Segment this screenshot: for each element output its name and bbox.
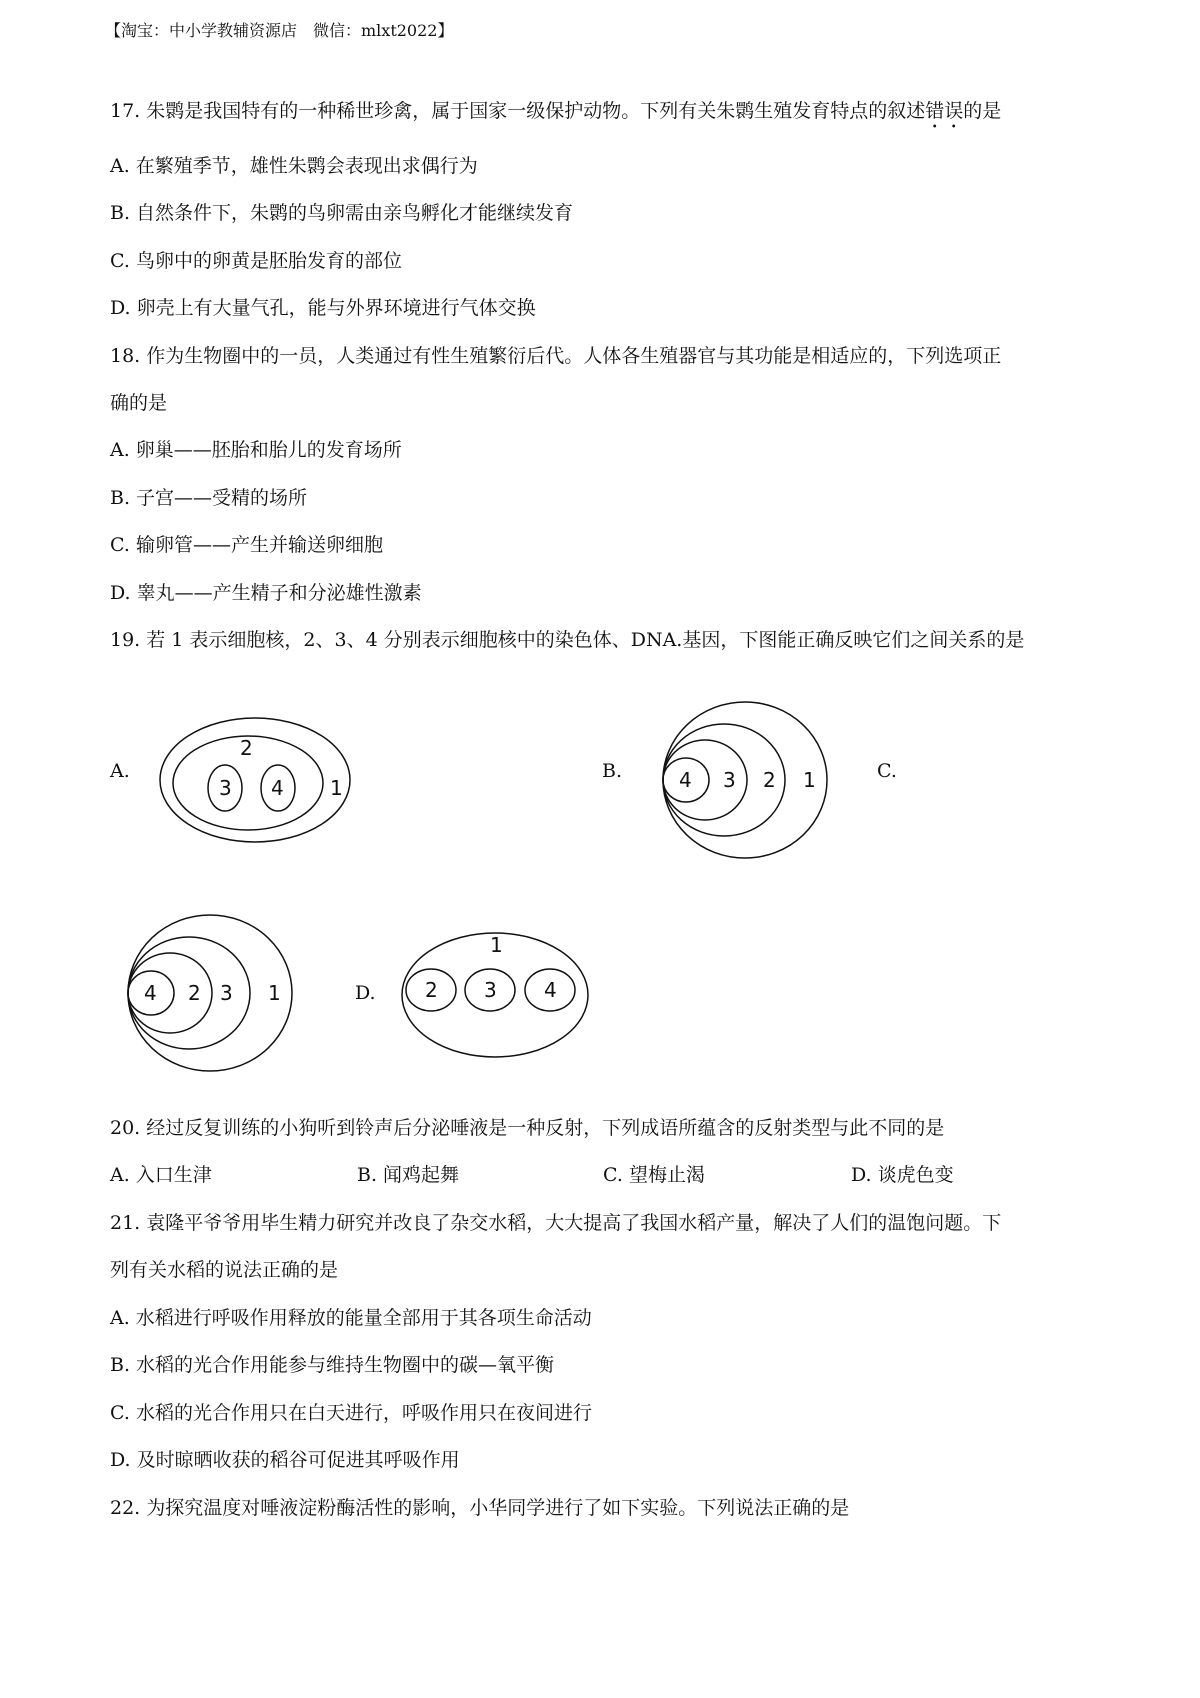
- q20-option-d: D. 谈虎色变: [851, 1164, 954, 1186]
- q18-option-c: C. 输卵管——产生并输送卵细胞: [110, 534, 383, 556]
- q17-stem: [110, 96, 1001, 133]
- q19-figure-d: [400, 925, 600, 1065]
- q21-stem-line1: 21. 袁隆平爷爷用毕生精力研究并改良了杂交水稻，大大提高了我国水稻产量，解决了人们的温饱问题。下: [110, 1212, 1002, 1234]
- q20-option-a: A. 入口生津: [110, 1164, 212, 1186]
- figc-label-2: 2: [188, 981, 201, 1005]
- header-watermark: 【淘宝：中小学教辅资源店 微信：mlxt2022】: [105, 21, 454, 40]
- q17-stem-post: 的是: [963, 100, 1002, 122]
- q17-option-a: A. 在繁殖季节，雄性朱鹮会表现出求偶行为: [110, 155, 478, 177]
- q17-option-b: B. 自然条件下，朱鹮的鸟卵需由亲鸟孵化才能继续发育: [110, 202, 574, 224]
- q18-option-a: A. 卵巢——胚胎和胎儿的发育场所: [110, 439, 402, 461]
- q17-option-d: D. 卵壳上有大量气孔，能与外界环境进行气体交换: [110, 297, 536, 319]
- figd-label-3: 3: [484, 978, 497, 1002]
- q19-label-d: D.: [355, 982, 376, 1004]
- figa-label-1: 1: [330, 776, 343, 800]
- figd-label-4: 4: [544, 978, 557, 1002]
- q18-stem-line1: 18. 作为生物圈中的一员，人类通过有性生殖繁衍后代。人体各生殖器官与其功能是相适应的，下列选项正: [110, 345, 1002, 367]
- q20-stem: 20. 经过反复训练的小狗听到铃声后分泌唾液是一种反射，下列成语所蕴含的反射类型与此不同的是: [110, 1117, 945, 1139]
- figc-label-1: 1: [268, 981, 281, 1005]
- q21-stem-line2: 列有关水稻的说法正确的是: [110, 1259, 339, 1281]
- q19-stem: 19. 若 1 表示细胞核，2、3、4 分别表示细胞核中的染色体、DNA.基因，下图能正确反映它们之间关系的是: [110, 629, 1025, 651]
- q17-option-c: C. 鸟卵中的卵黄是胚胎发育的部位: [110, 250, 402, 272]
- figd-label-2: 2: [425, 978, 438, 1002]
- q19-label-b: B.: [602, 760, 623, 782]
- figa-label-2: 2: [240, 736, 253, 760]
- q20-option-b: B. 闻鸡起舞: [357, 1164, 460, 1186]
- figc-label-3: 3: [220, 981, 233, 1005]
- q19-label-c: C.: [877, 760, 897, 782]
- q21-option-c: C. 水稻的光合作用只在白天进行，呼吸作用只在夜间进行: [110, 1402, 592, 1424]
- q17-stem-pre: 17. 朱鹮是我国特有的一种稀世珍禽，属于国家一级保护动物。下列有关朱鹮生殖发育特点的叙述: [110, 100, 926, 122]
- figd-label-1: 1: [490, 933, 503, 957]
- q19-figure-b: [660, 700, 840, 860]
- figb-label-4: 4: [679, 768, 692, 792]
- q20-option-c: C. 望梅止渴: [603, 1164, 705, 1186]
- q21-option-a: A. 水稻进行呼吸作用释放的能量全部用于其各项生命活动: [110, 1307, 592, 1329]
- q19-figure-c: [125, 913, 305, 1073]
- figb-label-2: 2: [763, 768, 776, 792]
- figb-label-3: 3: [723, 768, 736, 792]
- figb-label-1: 1: [803, 768, 816, 792]
- q18-stem-line2: 确的是: [110, 392, 168, 414]
- q22-stem: 22. 为探究温度对唾液淀粉酶活性的影响，小华同学进行了如下实验。下列说法正确的是: [110, 1497, 850, 1519]
- q17-stem-emphasis: 错误: [925, 100, 964, 122]
- figc-label-4: 4: [144, 981, 157, 1005]
- figa-label-3: 3: [219, 776, 232, 800]
- q18-option-b: B. 子宫——受精的场所: [110, 487, 308, 509]
- q21-option-d: D. 及时晾晒收获的稻谷可促进其呼吸作用: [110, 1449, 460, 1471]
- q21-option-b: B. 水稻的光合作用能参与维持生物圈中的碳—氧平衡: [110, 1354, 555, 1376]
- q19-label-a: A.: [110, 760, 130, 782]
- q18-option-d: D. 睾丸——产生精子和分泌雄性激素: [110, 582, 422, 604]
- q19-figure-a: [150, 710, 360, 850]
- figa-label-4: 4: [271, 776, 284, 800]
